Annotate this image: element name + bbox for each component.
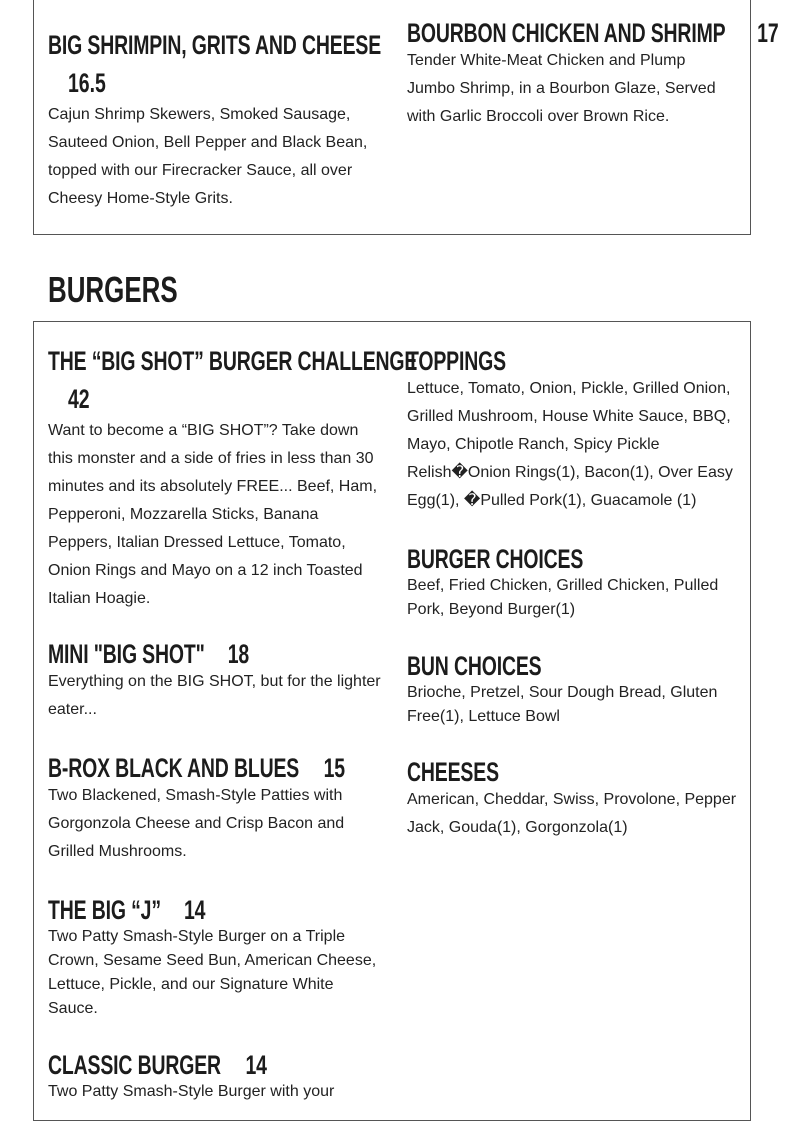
- option-group: [407, 540, 737, 622]
- option-group-list: Brioche, Pretzel, Sour Dough Bread, Gluten Free(1), Lettuce Bowl: [407, 684, 718, 725]
- menu-item: [48, 1046, 383, 1104]
- menu-item-name: CLASSIC BURGER: [48, 1050, 221, 1080]
- menu-item-price: 17: [757, 18, 779, 48]
- option-group: [407, 753, 737, 842]
- menu-item: [48, 342, 418, 613]
- menu-item-price: 15: [323, 753, 345, 783]
- menu-item: [48, 26, 383, 213]
- option-group-list: Lettuce, Tomato, Onion, Pickle, Grilled Onion, Grilled Mushroom, House White Sauce, BBQ, Mayo, Chipotle Ranch, Spicy Pickle Relish�Onion Rings(1), Bacon(1), Over Easy Egg(1), �Pulled Pork(1), Guacamole (1): [407, 380, 733, 509]
- option-group-list: American, Cheddar, Swiss, Provolone, Pepper Jack, Gouda(1), Gorgonzola(1): [407, 791, 737, 836]
- option-group-list: Beef, Fried Chicken, Grilled Chicken, Pulled Pork, Beyond Burger(1): [407, 577, 719, 618]
- option-group-name: BURGER CHOICES: [407, 544, 584, 574]
- menu-item-name: THE BIG “J”: [48, 895, 161, 925]
- menu-item-price: 14: [245, 1050, 267, 1080]
- menu-item-description: Want to become a “BIG SHOT”? Take down this monster and a side of fries in less than 30 minutes and its absolutely FREE... Beef, Ham, Pepperoni, Mozzarella Sticks, Banana Peppers, Italian Dressed Lettuce, Tomato, Onion Rings and Mayo on a 12 inch Toasted Italian Hoagie.: [48, 422, 378, 607]
- menu-item-name: MINI "BIG SHOT": [48, 639, 205, 669]
- menu-item-name: BOURBON CHICKEN AND SHRIMP: [407, 18, 726, 48]
- menu-item-name: B-ROX BLACK AND BLUES: [48, 753, 300, 783]
- menu-item-description: Two Patty Smash-Style Burger on a Triple Crown, Sesame Seed Bun, American Cheese, Lettuce, Pickle, and our Signature White Sauce.: [48, 928, 377, 1017]
- menu-item-description: Everything on the BIG SHOT, but for the lighter eater...: [48, 673, 381, 718]
- option-group: [407, 647, 737, 729]
- menu-item-description: Two Blackened, Smash-Style Patties with Gorgonzola Cheese and Crisp Bacon and Grilled Mushrooms.: [48, 787, 345, 860]
- option-group-name: TOPPINGS: [407, 346, 506, 376]
- menu-item-title-row: [48, 635, 289, 673]
- menu-item: [48, 891, 383, 1021]
- menu-item-description: Two Patty Smash-Style Burger with your: [48, 1083, 335, 1100]
- menu-item-title-row: [48, 749, 345, 787]
- section-title: BURGERS: [48, 269, 178, 310]
- option-group-name: BUN CHOICES: [407, 651, 542, 681]
- menu-item-name: THE “BIG SHOT” BURGER CHALLENGE: [48, 346, 418, 376]
- option-group-name: CHEESES: [407, 757, 499, 787]
- menu-item-description: Cajun Shrimp Skewers, Smoked Sausage, Sauteed Onion, Bell Pepper and Black Bean, topped with our Firecracker Sauce, all over Cheesy Home-Style Grits.: [48, 106, 368, 207]
- menu-item-description: Tender White-Meat Chicken and Plump Jumbo Shrimp, in a Bourbon Glaze, Served with Garlic Broccoli over Brown Rice.: [407, 52, 716, 125]
- menu-item-title-row: [407, 14, 779, 52]
- menu-item-title-row: [48, 891, 289, 929]
- menu-item-title-row: [48, 1046, 289, 1084]
- menu-item-price: 14: [183, 895, 206, 925]
- menu-item-price: 18: [227, 639, 250, 669]
- menu-item: [407, 14, 779, 131]
- menu-item-price: 42: [68, 384, 90, 414]
- menu-item: [48, 749, 383, 866]
- menu-item-name: BIG SHRIMPIN, GRITS AND CHEESE: [48, 30, 382, 60]
- menu-item: [48, 635, 383, 724]
- menu-item-price: 16.5: [68, 68, 106, 98]
- option-group: [407, 342, 737, 515]
